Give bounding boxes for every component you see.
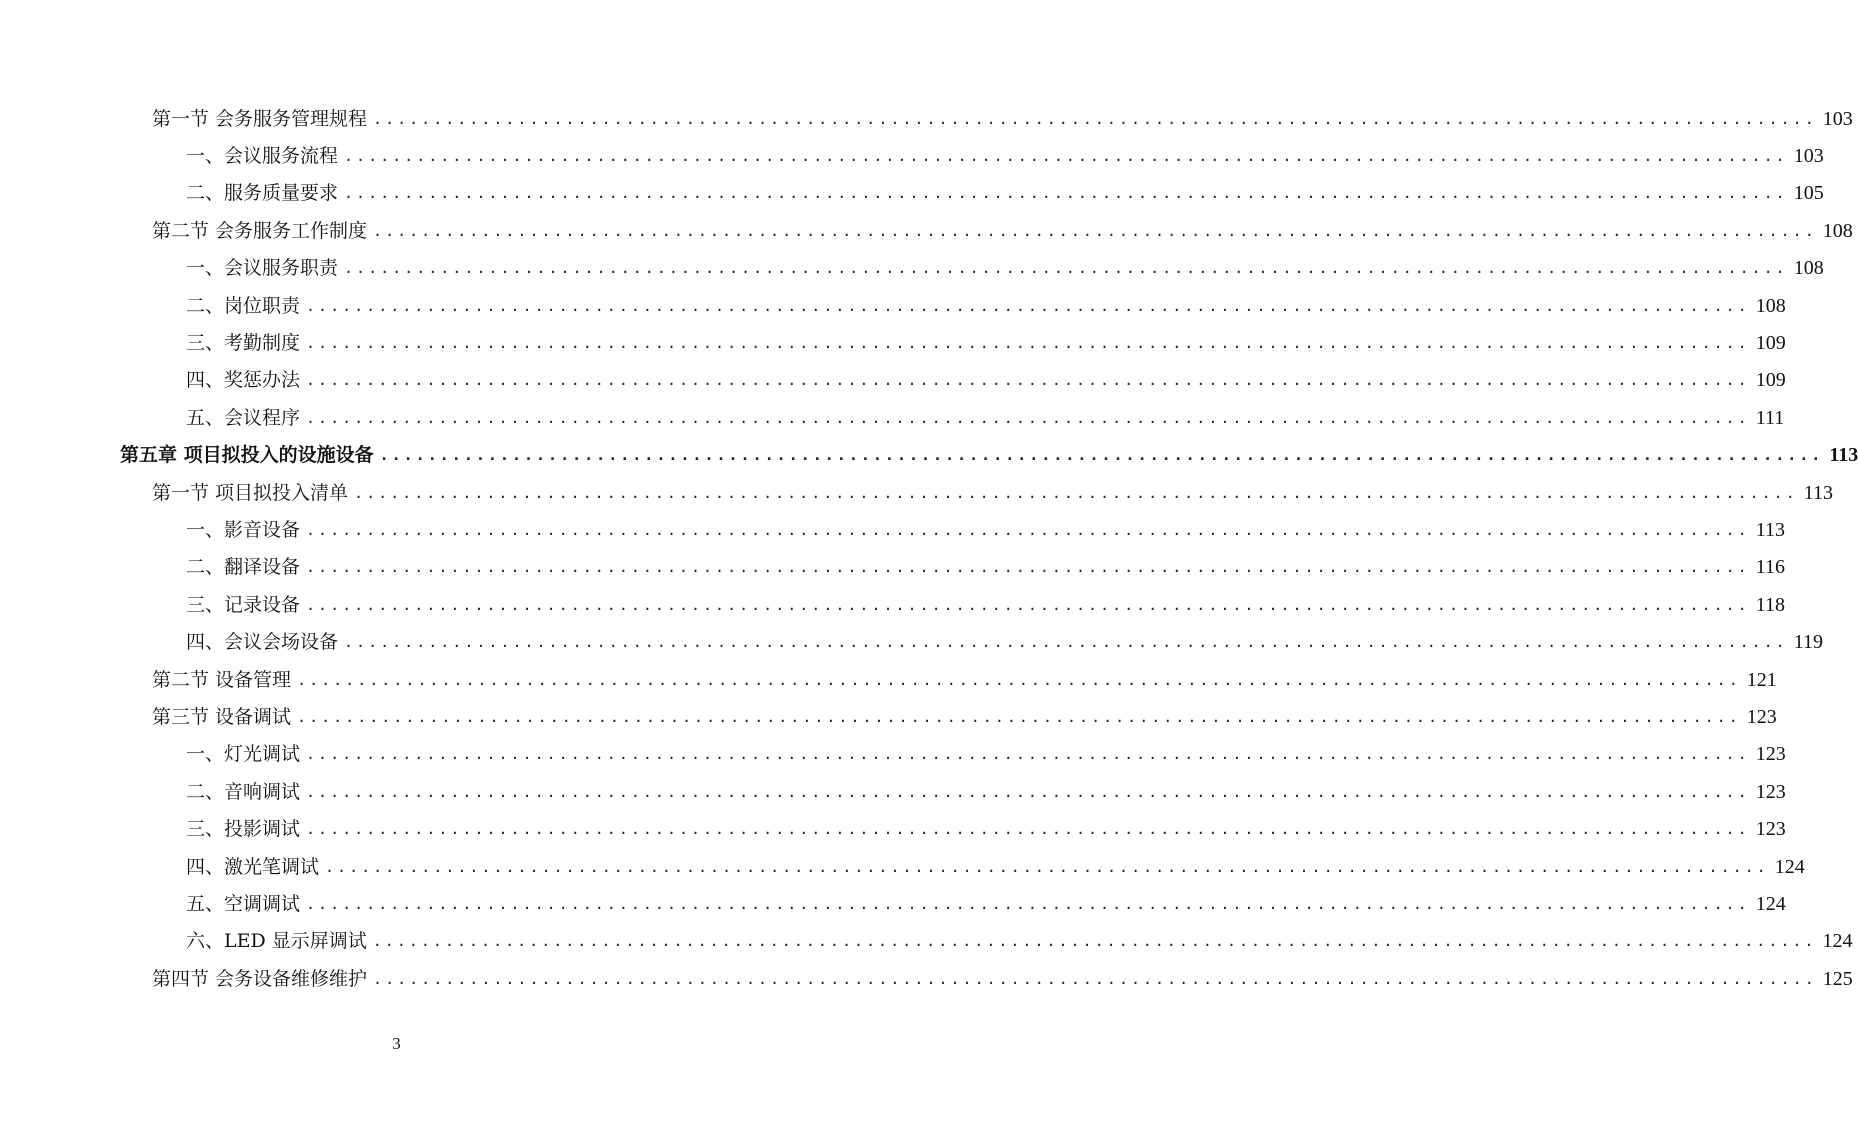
toc-dot-leader: ........................................................................................................................ [297,670,1741,689]
toc-entry[interactable] [0,549,1785,586]
toc-entry-title: 二、音响调试 [186,780,301,803]
toc-dot-leader: ........................................................................................................................ [306,820,1750,839]
toc-dot-leader: ........................................................................................................................ [306,745,1750,764]
toc-entry-title: 二、服务质量要求 [186,182,339,205]
toc-entry-title: 一、会议服务流程 [186,145,339,168]
toc-entry-title: 三、记录设备 [186,593,301,616]
toc-entry-title: 五、会议程序 [186,406,301,429]
toc-entry-page: 121 [1746,668,1777,691]
toc-entry-title: 四、会议会场设备 [186,631,339,654]
toc-dot-leader: ........................................................................................................................ [306,595,1750,614]
toc-entry[interactable] [0,474,1834,511]
toc-entry-title: 第二节 设备管理 [152,668,292,691]
toc-entry-page: 109 [1755,369,1786,392]
toc-dot-leader: ........................................................................................................................ [306,334,1750,353]
toc-entry[interactable] [0,437,1858,474]
toc-entry[interactable] [0,736,1786,773]
toc-entry[interactable] [0,586,1785,623]
toc-entry-title: 四、奖惩办法 [186,369,301,392]
toc-entry-page: 116 [1755,556,1785,579]
toc-entry-page: 108 [1822,219,1853,242]
toc-entry-page: 123 [1755,743,1786,766]
toc-dot-leader: ........................................................................................................................ [306,782,1750,801]
toc-entry-page: 108 [1755,294,1786,317]
toc-dot-leader: ........................................................................................................................ [325,857,1769,876]
toc-entry[interactable] [0,212,1853,249]
toc-entry-page: 123 [1755,780,1786,803]
toc-entry[interactable] [0,324,1786,361]
toc-entry[interactable] [0,362,1786,399]
toc-dot-leader: ........................................................................................................................ [306,371,1750,390]
toc-entry-page: 113 [1829,444,1858,467]
toc-entry[interactable] [0,623,1823,660]
toc-entry-page: 119 [1793,631,1823,654]
toc-dot-leader: ........................................................................................................................ [354,483,1798,502]
toc-entry[interactable] [0,100,1853,137]
toc-entry-page: 124 [1774,855,1805,878]
toc-entry[interactable] [0,848,1805,885]
toc-entry-page: 103 [1822,107,1853,130]
toc-dot-leader: ........................................................................................................................ [306,520,1750,539]
toc-dot-leader: ........................................................................................................................ [306,894,1750,913]
toc-entry-title: 第一节 项目拟投入清单 [152,481,349,504]
toc-entry-page: 118 [1755,593,1785,616]
table-of-contents [0,100,1858,997]
toc-entry-title: 第一节 会务服务管理规程 [152,107,368,130]
toc-entry-page: 109 [1755,332,1786,355]
toc-entry-page: 105 [1793,182,1824,205]
toc-entry-page: 124 [1755,892,1786,915]
toc-entry-title: 一、会议服务职责 [186,257,339,280]
toc-entry-page: 123 [1746,705,1777,728]
toc-entry-page: 103 [1793,145,1824,168]
toc-entry[interactable] [0,810,1786,847]
page-number: 3 [392,1034,401,1053]
toc-entry[interactable] [0,287,1786,324]
toc-dot-leader: ........................................................................................................................ [344,184,1788,203]
toc-entry-title: 二、翻译设备 [186,556,301,579]
toc-entry-page: 108 [1793,257,1824,280]
toc-entry-page: 125 [1822,967,1853,990]
toc-entry[interactable] [0,399,1785,436]
toc-entry-title: 六、LED 显示屏调试 [186,930,367,953]
toc-entry-page: 124 [1822,930,1853,953]
toc-entry-title: 第二节 会务服务工作制度 [152,219,368,242]
toc-dot-leader: ........................................................................................................................ [373,969,1817,988]
toc-entry[interactable] [0,923,1853,960]
toc-entry-title: 五、空调调试 [186,892,301,915]
toc-entry[interactable] [0,175,1824,212]
toc-dot-leader: ........................................................................................................................ [344,633,1788,652]
toc-entry[interactable] [0,960,1853,997]
toc-dot-leader: ........................................................................................................................ [373,109,1817,128]
toc-entry-page: 113 [1755,518,1785,541]
toc-dot-leader: ........................................................................................................................ [372,932,1817,951]
toc-dot-leader: ........................................................................................................................ [306,296,1750,315]
toc-entry-page: 123 [1755,818,1786,841]
toc-entry-title: 一、灯光调试 [186,743,301,766]
toc-entry[interactable] [0,773,1786,810]
toc-entry-title: 四、激光笔调试 [186,855,320,878]
toc-entry[interactable] [0,661,1777,698]
toc-entry[interactable] [0,698,1777,735]
toc-dot-leader: ........................................................................................................................ [379,446,1824,465]
toc-entry[interactable] [0,137,1824,174]
toc-dot-leader: ........................................................................................................................ [306,558,1750,577]
toc-entry[interactable] [0,250,1824,287]
toc-entry-title: 第五章 项目拟投入的设施设备 [120,444,374,467]
toc-entry-title: 三、投影调试 [186,818,301,841]
toc-dot-leader: ........................................................................................................................ [344,147,1788,166]
toc-dot-leader: ........................................................................................................................ [297,707,1741,726]
toc-entry-page: 113 [1803,481,1834,504]
toc-entry-title: 第四节 会务设备维修维护 [152,967,368,990]
toc-entry-title: 三、考勤制度 [186,332,301,355]
toc-dot-leader: ........................................................................................................................ [306,408,1750,427]
toc-entry-title: 二、岗位职责 [186,294,301,317]
toc-entry[interactable] [0,511,1785,548]
toc-dot-leader: ........................................................................................................................ [344,259,1788,278]
toc-entry[interactable] [0,885,1786,922]
toc-entry-title: 第三节 设备调试 [152,705,292,728]
toc-dot-leader: ........................................................................................................................ [373,221,1817,240]
toc-entry-page: 111 [1755,406,1785,429]
toc-entry-title: 一、影音设备 [186,518,301,541]
